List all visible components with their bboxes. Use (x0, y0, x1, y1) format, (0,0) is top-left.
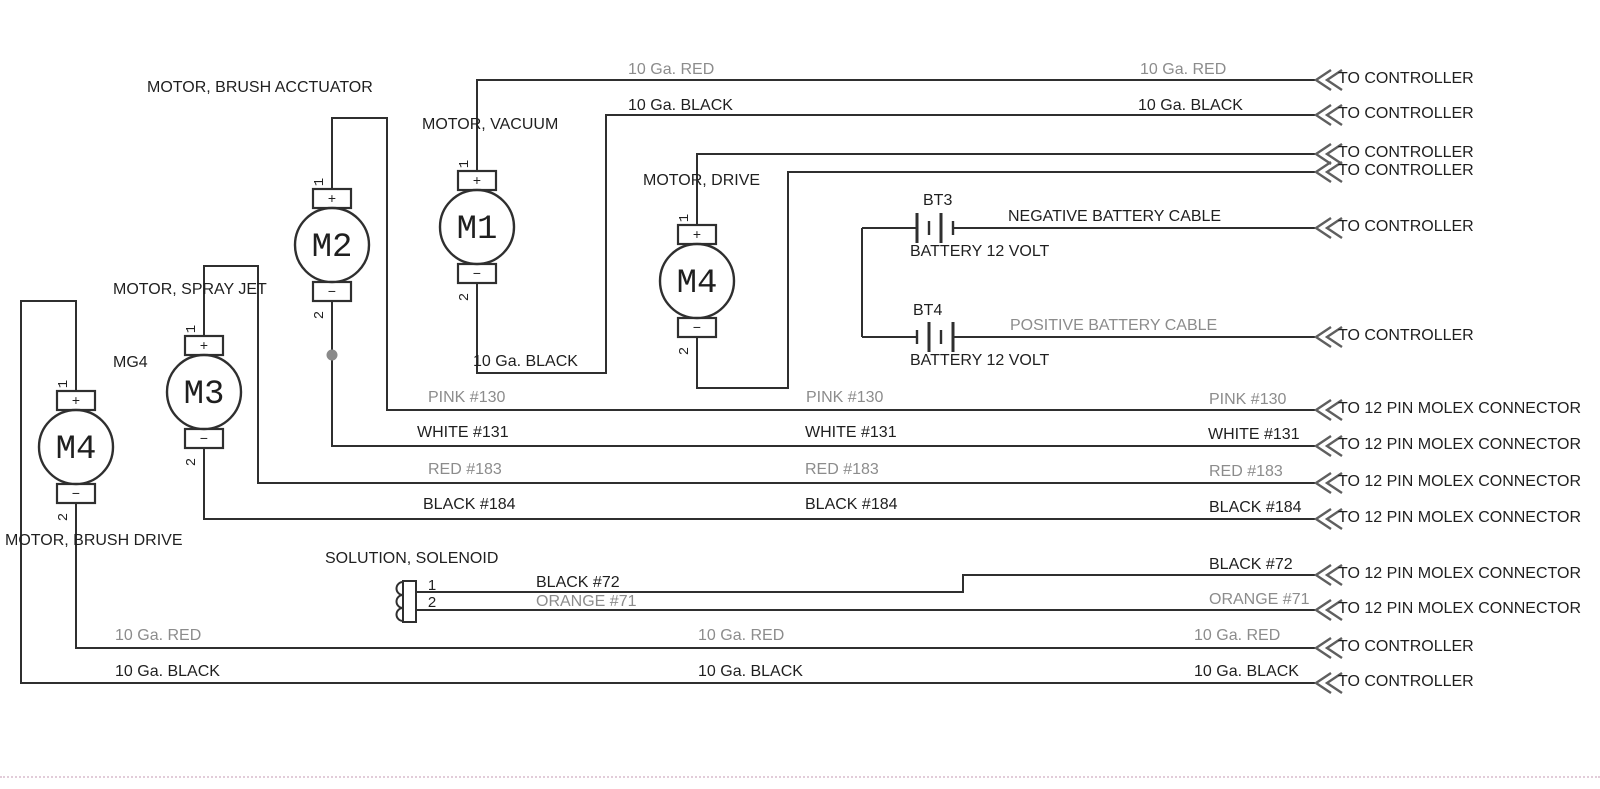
label-black-72: BLACK #72 (1209, 556, 1293, 573)
motor-m3-2-minus-terminal: − (199, 432, 209, 448)
motor-m4-4-symbol (660, 214, 734, 355)
motor-m3-2-name: M3 (183, 376, 225, 414)
motor-m3-2-pin1-number: 1 (184, 324, 200, 334)
label-white-131: WHITE #131 (805, 424, 897, 441)
label-10-ga-black: 10 Ga. BLACK (698, 663, 803, 680)
label-negative-battery-cable: NEGATIVE BATTERY CABLE (1008, 208, 1222, 225)
wire-m1-pin1-10ga-red (477, 80, 1315, 172)
motor-m4-3-name: M4 (55, 431, 97, 469)
page-bottom-dotted-border (0, 776, 1600, 778)
motor-m3-2-label: MOTOR, SPRAY JET (113, 281, 267, 298)
motor-m1-0-plus-terminal: + (472, 174, 482, 190)
motor-m1-0-symbol (440, 160, 514, 301)
motor-m1-0-pin1-number: 1 (457, 159, 473, 169)
termination-label-2: TO CONTROLLER (1338, 144, 1474, 161)
battery-bt4-symbol (917, 322, 953, 352)
termination-label-5: TO CONTROLLER (1338, 327, 1474, 344)
battery-ref-bt3: BT3 (923, 192, 953, 209)
battery-label-bt3: BATTERY 12 VOLT (910, 243, 1050, 260)
termination-label-0: TO CONTROLLER (1338, 70, 1474, 87)
motor-m4-3-symbol (39, 380, 113, 521)
label-black-184: BLACK #184 (805, 496, 898, 513)
label-10-ga-black: 10 Ga. BLACK (628, 97, 733, 114)
motor-m1-0-minus-terminal: − (472, 267, 482, 283)
label-black-72: BLACK #72 (536, 574, 620, 591)
battery-bt3-symbol (917, 213, 953, 243)
wire-m3-pin1-red-183 (204, 266, 1315, 483)
motor-m4-3-plus-terminal: + (71, 394, 81, 410)
label-black-184: BLACK #184 (423, 496, 516, 513)
label-red-183: RED #183 (428, 461, 502, 478)
solenoid-pin-2-number: 2 (427, 594, 437, 611)
termination-label-13: TO CONTROLLER (1338, 673, 1474, 690)
junction-dot (327, 350, 338, 361)
motor-m3-2-sublabel: MG4 (113, 354, 148, 371)
label-10-ga-black: 10 Ga. BLACK (115, 663, 220, 680)
label-10-ga-red: 10 Ga. RED (115, 627, 202, 644)
motor-m4-3-pin2-number: 2 (56, 512, 72, 522)
motor-m4-4-name: M4 (676, 265, 718, 303)
termination-label-7: TO 12 PIN MOLEX CONNECTOR (1338, 436, 1582, 453)
motor-m2-1-pin2-number: 2 (312, 310, 328, 320)
label-10-ga-red: 10 Ga. RED (1140, 61, 1227, 78)
label-10-ga-red: 10 Ga. RED (628, 61, 715, 78)
termination-label-6: TO 12 PIN MOLEX CONNECTOR (1338, 400, 1582, 417)
motor-m3-2-symbol (167, 325, 241, 466)
termination-label-8: TO 12 PIN MOLEX CONNECTOR (1338, 473, 1582, 490)
battery-ref-bt4: BT4 (913, 302, 943, 319)
label-black-184: BLACK #184 (1209, 499, 1302, 516)
label-orange-71: ORANGE #71 (536, 593, 637, 610)
termination-label-4: TO CONTROLLER (1338, 218, 1474, 235)
label-white-131: WHITE #131 (417, 424, 509, 441)
motor-m4-4-label: MOTOR, DRIVE (643, 172, 761, 189)
label-pink-130: PINK #130 (1209, 391, 1287, 408)
termination-label-12: TO CONTROLLER (1338, 638, 1474, 655)
solenoid-label: SOLUTION, SOLENOID (325, 550, 499, 567)
motor-m4-3-pin1-number: 1 (56, 379, 72, 389)
label-white-131: WHITE #131 (1208, 426, 1300, 443)
motor-m2-1-pin1-number: 1 (312, 177, 328, 187)
motor-m1-0-label: MOTOR, VACUUM (422, 116, 559, 133)
motor-m2-1-plus-terminal: + (327, 192, 337, 208)
label-orange-71: ORANGE #71 (1209, 591, 1310, 608)
label-pink-130: PINK #130 (806, 389, 884, 406)
motor-m2-1-name: M2 (311, 229, 353, 267)
wire-m4-drive-pin1 (697, 154, 1315, 227)
termination-label-9: TO 12 PIN MOLEX CONNECTOR (1338, 509, 1582, 526)
label-red-183: RED #183 (1209, 463, 1283, 480)
label-10-ga-black: 10 Ga. BLACK (473, 353, 578, 370)
motor-m2-1-symbol (295, 178, 369, 319)
termination-label-10: TO 12 PIN MOLEX CONNECTOR (1338, 565, 1582, 582)
battery-label-bt4: BATTERY 12 VOLT (910, 352, 1050, 369)
motor-m1-0-pin2-number: 2 (457, 292, 473, 302)
label-red-183: RED #183 (805, 461, 879, 478)
motor-m2-1-label: MOTOR, BRUSH ACCTUATOR (147, 79, 373, 96)
motor-m3-2-plus-terminal: + (199, 339, 209, 355)
label-pink-130: PINK #130 (428, 389, 506, 406)
motor-m1-0-name: M1 (456, 211, 498, 249)
solenoid-pin-1-number: 1 (427, 577, 437, 594)
motor-m4-3-minus-terminal: − (71, 487, 81, 503)
motor-m2-1-minus-terminal: − (327, 285, 337, 301)
motor-m3-2-pin2-number: 2 (184, 457, 200, 467)
motor-m4-4-plus-terminal: + (692, 228, 702, 244)
label-10-ga-red: 10 Ga. RED (1194, 627, 1281, 644)
termination-label-3: TO CONTROLLER (1338, 162, 1474, 179)
motor-m4-4-minus-terminal: − (692, 321, 702, 337)
motor-m4-3-label: MOTOR, BRUSH DRIVE (5, 532, 183, 549)
termination-label-11: TO 12 PIN MOLEX CONNECTOR (1338, 600, 1582, 617)
label-positive-battery-cable: POSITIVE BATTERY CABLE (1010, 317, 1218, 334)
termination-label-1: TO CONTROLLER (1338, 105, 1474, 122)
solution-solenoid-symbol (397, 577, 437, 622)
motor-m4-4-pin1-number: 1 (677, 213, 693, 223)
motor-m4-4-pin2-number: 2 (677, 346, 693, 356)
label-10-ga-red: 10 Ga. RED (698, 627, 785, 644)
label-10-ga-black: 10 Ga. BLACK (1138, 97, 1243, 114)
label-10-ga-black: 10 Ga. BLACK (1194, 663, 1299, 680)
